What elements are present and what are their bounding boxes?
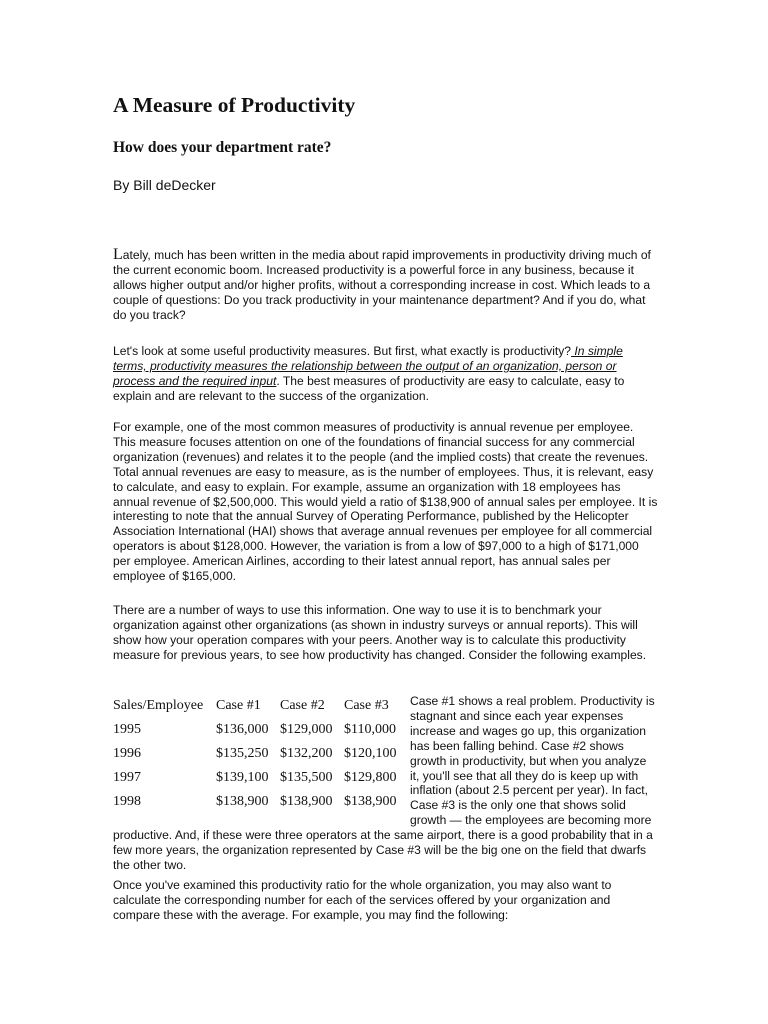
paragraph-4: There are a number of ways to use this information. One way to use it is to benchmark your organization against other organizations (as shown in industry surveys or annual reports). This will show how your operation compares with your peers. Another way is to calculate this productivity measure for previous years, to see how productivity has changed. Consider the following examples.: [113, 603, 647, 662]
table-cell: $138,900: [216, 794, 269, 809]
table-cell-year: 1997: [113, 770, 141, 785]
table-cell: $132,200: [280, 746, 333, 761]
paragraph-1-text: ately, much has been written in the media about rapid improvements in productivity driving much of the current economic boom. Increased productivity is a powerful force in any business, because it allows higher output and/or higher profits, without a corresponding increase in cost. Which leads to a couple of questions: Do you track productivity in your maintenance department? And if you do, what do you track?: [113, 248, 651, 322]
paragraph-3: For example, one of the most common measures of productivity is annual revenue per employee. This measure focuses attention on one of the foundations of financial success for any commercial organization (revenues) and relates it to the people (and the implied costs) that create the revenues. Total annual revenues are easy to measure, as is the number of employees. Thus, it is relevant, easy to calculate, and easy to explain. For example, assume an organization with 18 employees has annual revenue of $2,500,000. This would yield a ratio of $138,900 of annual sales per employee. It is interesting to note that the annual Survey of Operating Performance, published by the Helicopter Association International (HAI) shows that average annual revenues per employee for all commercial operators is about $128,000. However, the variation is from a low of $97,000 to a high of $171,000 per employee. American Airlines, according to their latest annual report, has annual sales per employee of $165,000.: [113, 420, 658, 584]
paragraph-2-rest: . The best measures of productivity are easy to calculate, easy to explain and are relevant to the success of the organization.: [113, 373, 625, 403]
paragraph-6: Once you've examined this productivity ratio for the whole organization, you may also want to calculate the corresponding number for each of the services offered by your organization and compare these with the average. For example, you may find the following:: [113, 878, 612, 922]
table-cell: $138,900: [344, 794, 397, 809]
paragraph-2: [113, 344, 658, 404]
table-header-row: [111, 694, 406, 718]
table-row: [111, 718, 406, 742]
table-cell-year: 1996: [113, 746, 141, 761]
sales-per-employee-table: [111, 694, 406, 814]
table-cell: $135,500: [280, 770, 333, 785]
paragraph-2-intro: Let's look at some useful productivity measures. But first, what exactly is productivity?: [113, 344, 572, 358]
table-header-cell: Sales/Employee: [113, 698, 204, 713]
table-cell: $120,100: [344, 746, 397, 761]
drop-cap: L: [113, 246, 123, 263]
table-row: [111, 790, 406, 814]
table-row: [111, 766, 406, 790]
table-row: [111, 742, 406, 766]
table-cell: $129,000: [280, 722, 333, 737]
article-title: A Measure of Productivity: [113, 93, 356, 117]
table-header-cell: Case #3: [344, 698, 389, 713]
table-cell: $135,250: [216, 746, 269, 761]
table-cell: $136,000: [216, 722, 269, 737]
table-header-cell: Case #2: [280, 698, 325, 713]
table-cell: $138,900: [280, 794, 333, 809]
table-cell: $110,000: [344, 722, 396, 737]
productivity-definition: In simple terms, productivity measures the relationship between the output of an organization, person or process and the required input: [113, 344, 623, 388]
paragraph-5: Case #1 shows a real problem. Productivity is stagnant and since each year expenses increase and wages go up, this organization has been falling behind. Case #2 shows growth in productivity, but when you analyze it, you'll see that all they do is keep up with inflation (about 2.5 percent per year). In fact, Case #3 is the only one that shows solid growth — the employees are becoming more productive. And, if these were three operators at the same airport, there is a good probability that in a few more years, the organization represented by Case #3 will be the big one on the field that dwarfs the other two.: [113, 694, 655, 872]
article-subtitle: How does your department rate?: [113, 139, 332, 156]
table-cell-year: 1998: [113, 794, 141, 809]
paragraph-1: [113, 248, 658, 323]
table-header-cell: Case #1: [216, 698, 261, 713]
table-cell: $139,100: [216, 770, 269, 785]
article-byline: By Bill deDecker: [113, 177, 216, 193]
table-cell: $129,800: [344, 770, 397, 785]
table-section: [113, 694, 658, 873]
table-cell-year: 1995: [113, 722, 141, 737]
